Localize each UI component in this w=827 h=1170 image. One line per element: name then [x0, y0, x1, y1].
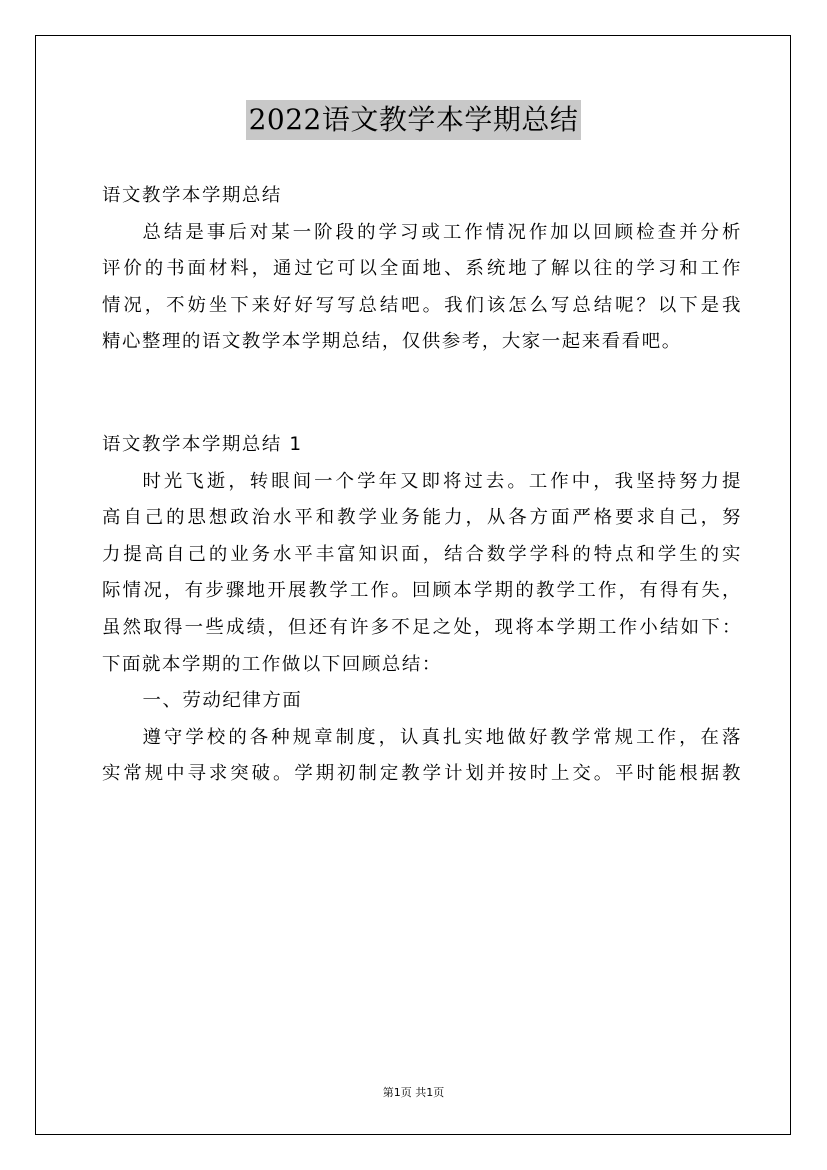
section-line: 遵守学校的各种规章制度，认真扎实地做好教学常规工作，在落	[142, 726, 742, 748]
section-heading: 语文教学本学期总结	[102, 185, 282, 206]
paragraph-spacer	[102, 361, 742, 427]
body-line: 际情况，有步骤地开展教学工作。回顾本学期的教学工作，有得有失，	[102, 580, 742, 602]
title-container	[0, 100, 827, 140]
body-line: 高自己的思想政治水平和教学业务能力，从各方面严格要求自己，努	[102, 507, 742, 529]
document-title: 2022语文教学本学期总结	[246, 100, 582, 140]
subsection-heading: 一、劳动纪律方面	[142, 690, 303, 712]
body-line: 虽然取得一些成绩，但还有许多不足之处，现将本学期工作小结如下：	[102, 616, 742, 638]
section-heading: 语文教学本学期总结 1	[102, 433, 303, 455]
body-line: 力提高自己的业务水平丰富知识面，结合数学学科的特点和学生的实	[102, 543, 742, 565]
document-body	[102, 178, 742, 793]
body-line: 时光飞逝，转眼间一个学年又即将过去。工作中，我坚持努力提	[142, 470, 742, 492]
intro-line: 情况，不妨坐下来好好写写总结吧。我们该怎么写总结呢？以下是我	[102, 294, 742, 316]
intro-line: 评价的书面材料，通过它可以全面地、系统地了解以往的学习和工作	[102, 258, 742, 280]
page-footer: 第1页 共1页	[382, 1086, 445, 1099]
section-line: 实常规中寻求突破。学期初制定教学计划并按时上交。平时能根据教	[102, 763, 742, 785]
body-line: 下面就本学期的工作做以下回顾总结：	[102, 653, 442, 675]
intro-line: 总结是事后对某一阶段的学习或工作情况作加以回顾检查并分析	[142, 221, 742, 243]
intro-line: 精心整理的语文教学本学期总结，仅供参考，大家一起来看看吧。	[102, 331, 682, 353]
